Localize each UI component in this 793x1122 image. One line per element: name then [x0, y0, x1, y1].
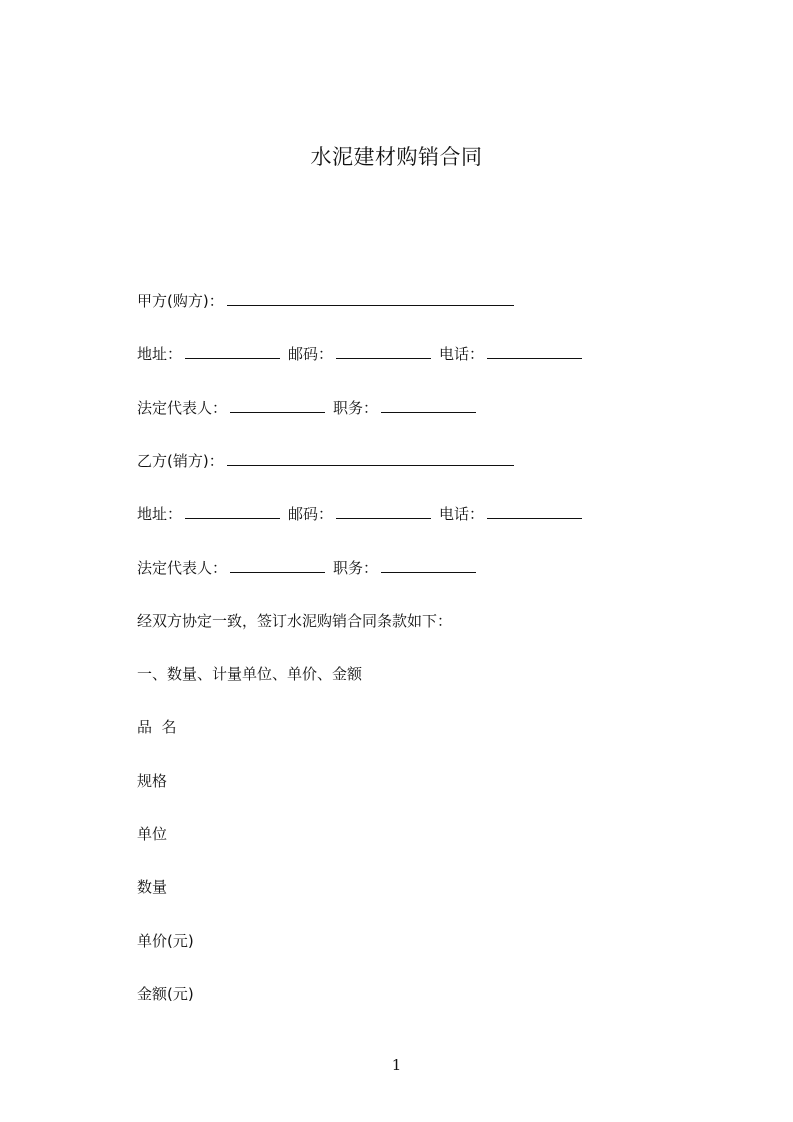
party-b-legal-rep-label: 法定代表人：: [137, 559, 228, 577]
party-a-phone-label: 电话：: [439, 345, 485, 363]
party-a-line: [137, 291, 514, 311]
party-a-legal-rep-blank: [230, 398, 325, 413]
field-unit: 单位: [137, 825, 168, 843]
party-a-phone-blank: [487, 344, 582, 359]
party-a-address-label: 地址：: [137, 345, 183, 363]
field-amount: 金额(元): [137, 985, 194, 1003]
party-a-postcode-blank: [336, 344, 431, 359]
party-a-position-blank: [381, 398, 476, 413]
field-product-name: 品 名: [137, 718, 177, 736]
party-a-contact-line: [137, 344, 582, 364]
party-b-label: 乙方(销方)：: [137, 452, 224, 470]
party-b-contact-line: [137, 504, 582, 524]
party-a-address-blank: [185, 344, 280, 359]
party-a-position-label: 职务：: [333, 399, 379, 417]
party-b-position-blank: [381, 558, 476, 573]
party-b-postcode-label: 邮码：: [288, 505, 334, 523]
party-b-rep-line: [137, 558, 476, 578]
section-1-heading: 一、数量、计量单位、单价、金额: [137, 665, 363, 683]
party-b-address-blank: [185, 504, 280, 519]
party-b-phone-blank: [487, 504, 582, 519]
party-a-postcode-label: 邮码：: [288, 345, 334, 363]
field-unit-price: 单价(元): [137, 932, 194, 950]
party-a-blank: [227, 291, 514, 306]
party-b-legal-rep-blank: [230, 558, 325, 573]
document-title: 水泥建材购销合同: [310, 145, 483, 169]
page-number: 1: [391, 1056, 402, 1074]
party-b-postcode-blank: [336, 504, 431, 519]
party-b-phone-label: 电话：: [439, 505, 485, 523]
party-a-label: 甲方(购方)：: [137, 292, 224, 310]
party-a-rep-line: [137, 398, 476, 418]
party-b-address-label: 地址：: [137, 505, 183, 523]
field-spec: 规格: [137, 772, 168, 790]
party-a-legal-rep-label: 法定代表人：: [137, 399, 228, 417]
field-quantity: 数量: [137, 878, 168, 896]
party-b-position-label: 职务：: [333, 559, 379, 577]
party-b-blank: [227, 451, 514, 466]
party-b-line: [137, 451, 514, 471]
intro-paragraph: 经双方协定一致，签订水泥购销合同条款如下：: [137, 612, 453, 630]
